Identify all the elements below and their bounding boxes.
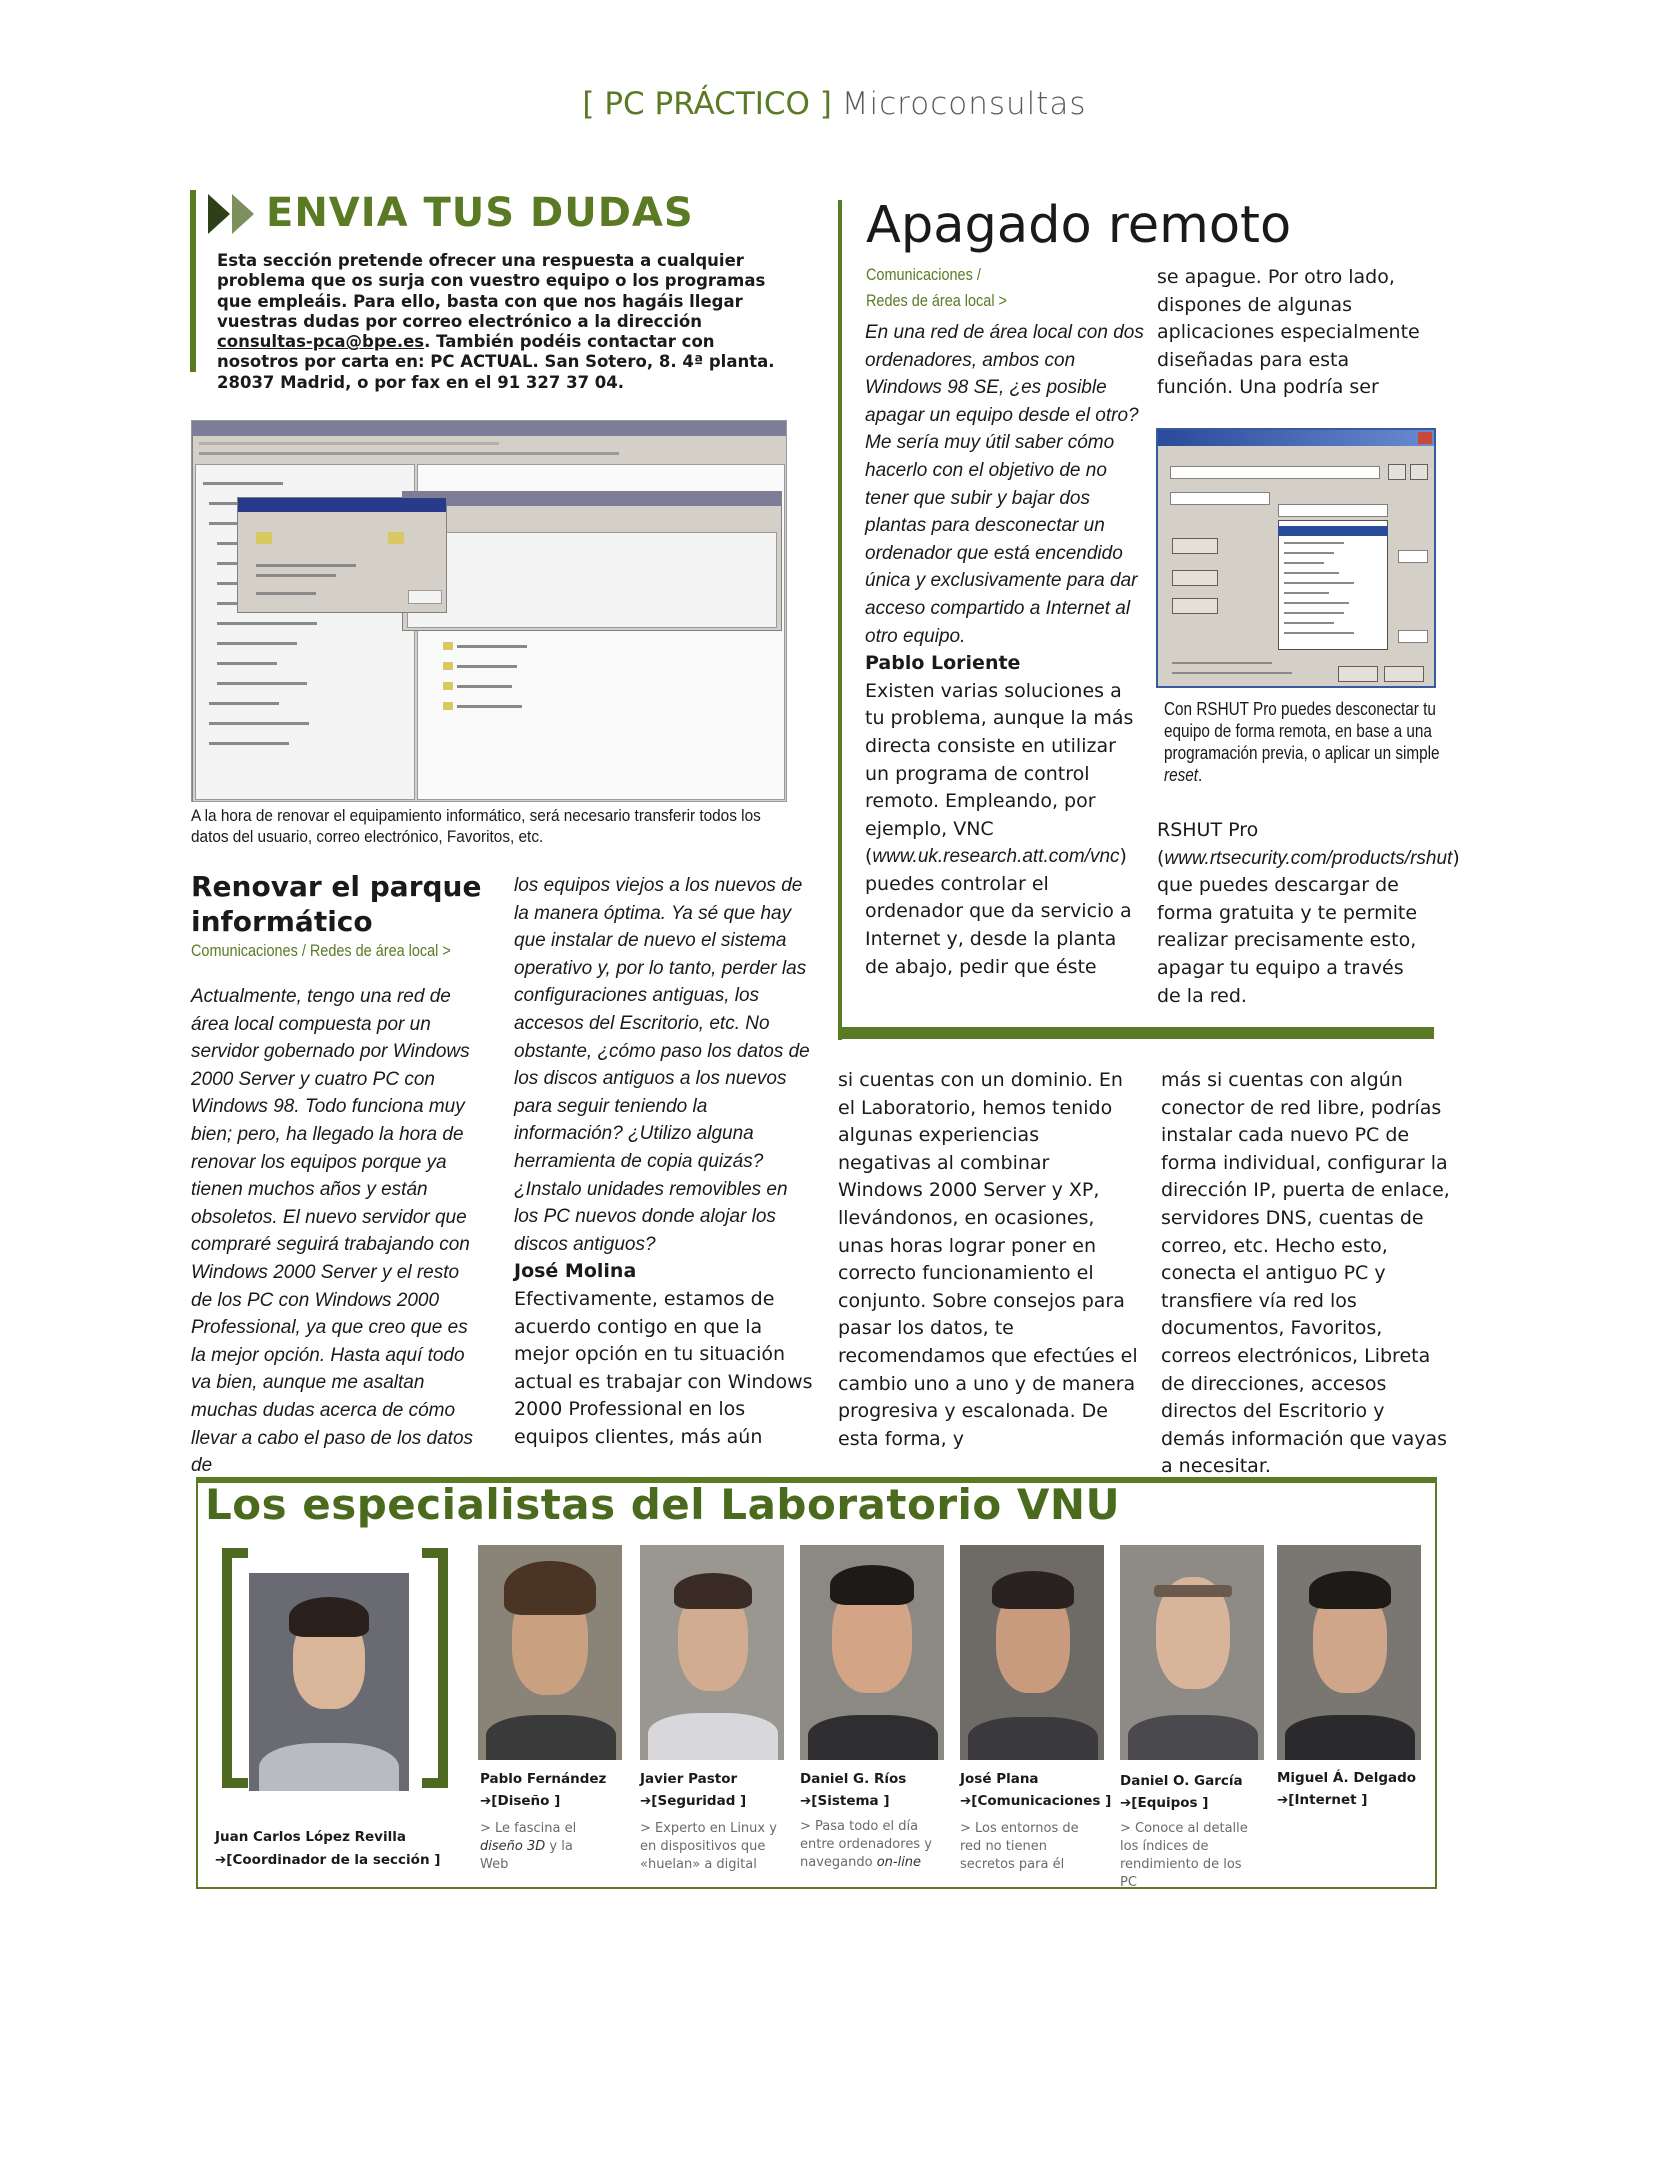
member-desc: > Experto en Linux y en dispositivos que «huelan» a digital	[640, 1821, 777, 1872]
member-desc: > Los entornos de red no tienen secretos para él	[960, 1821, 1079, 1872]
renovar-author: José Molina	[514, 1260, 637, 1283]
member-photo	[960, 1545, 1104, 1760]
coordinator-photo	[249, 1573, 409, 1791]
renovar-answer-col4: más si cuentas con algún conector de red libre, podrías instalar cada nuevo PC de forma individual, configurar la dirección IP, puerta de enlace, servidores DNS, cuentas de correo, etc. Hecho esto, conecta el antiguo PC y transfiere vía red los documentos, Favoritos, correos electrónicos, Libreta de direcciones, accesos directos del Escritorio y demás información que vayas a necesitar.	[1161, 1069, 1450, 1478]
envia-box	[190, 190, 790, 392]
apagado-question: En una red de área local con dos ordenadores, ambos con Windows 98 SE, ¿es posible apagar un equipo desde el otro? Me sería muy útil saber cómo hacerlo con el objetivo de no tener que subir y bajar dos plantas para desconectar un ordenador que está encendido única y exclusivamente para dar acceso compartido a Internet al otro equipo.	[865, 322, 1144, 647]
member-name: Miguel Á. Delgado	[1277, 1770, 1417, 1786]
member-desc: > Le fascina el diseño 3D y la Web	[480, 1821, 577, 1872]
screenshot2-caption: Con RSHUT Pro puedes desconectar tu equipo de forma remota, en base a una programación previa, o aplicar un simple reset.	[1164, 699, 1440, 785]
rshut-screenshot	[1156, 428, 1436, 688]
page-header	[0, 86, 1669, 122]
renovar-question-col2: los equipos viejos a los nuevos de la manera óptima. Ya sé que hay que instalar de nuevo el sistema operativo y, por lo tanto, perder las configuraciones antiguas, los accesos del Escritorio, etc. No obstante, ¿cómo paso los datos de los discos antiguos a los nuevos para seguir teniendo la información? ¿Utilizo alguna herramienta de copia quizás? ¿Instalo unidades removibles en los PC nuevos donde alojar los discos antiguos?	[514, 875, 810, 1255]
renovar-answer-col2: Efectivamente, estamos de acuerdo contigo en que la mejor opción en tu situación actual es trabajar con Windows 2000 Professional en los equipos clientes, más aún	[514, 1287, 813, 1448]
member-photo	[1277, 1545, 1421, 1760]
specialists-title: Los especialistas del Laboratorio VNU	[205, 1480, 1121, 1529]
member-photo	[1120, 1545, 1264, 1760]
screenshot1-caption: A la hora de renovar el equipamiento informático, será necesario transferir todos los datos del usuario, correo electrónico, Favoritos, etc.	[191, 807, 761, 846]
subsection-label: Microconsultas	[841, 86, 1087, 122]
member-name: José Plana	[960, 1771, 1039, 1787]
coordinator-role: ➔[Coordinador de la sección ]	[215, 1852, 441, 1868]
renovar-col2	[514, 872, 814, 1451]
coordinator-name: Juan Carlos López Revilla	[215, 1829, 406, 1845]
email-link[interactable]: consultas-pca@bpe.es	[217, 332, 425, 352]
apagado-col2-top: se apague. Por otro lado, dispones de algunas aplicaciones especialmente diseñadas para esta función. Una podría ser	[1157, 266, 1420, 399]
member-name: Javier Pastor	[640, 1771, 738, 1787]
bracket-right	[422, 1548, 448, 1788]
member-role: ➔[Comunicaciones ]	[960, 1793, 1112, 1809]
close-icon	[1418, 432, 1432, 444]
apagado-answer: Existen varias soluciones a tu problema, aunque la más directa consiste en utilizar un programa de control remoto. Empleando, por ejemplo, VNC (www.uk.research.att.com/vnc) puedes controlar el ordenador que da servicio a Internet y, desde la planta de abajo, pedir que éste	[865, 679, 1134, 978]
double-arrow-icon	[208, 194, 254, 234]
envia-title: ENVIA TUS DUDAS	[266, 190, 694, 236]
member-name: Daniel G. Ríos	[800, 1771, 907, 1787]
rshut-url[interactable]: www.rtsecurity.com/products/rshut	[1164, 847, 1453, 869]
explorer-screenshot	[191, 420, 787, 802]
apagado-border-left	[838, 200, 842, 1040]
member-role: ➔[Internet ]	[1277, 1792, 1368, 1808]
vnc-url[interactable]: www.uk.research.att.com/vnc	[872, 846, 1120, 868]
member-photo	[800, 1545, 944, 1760]
apagado-col1	[865, 319, 1145, 981]
member-name: Pablo Fernández	[480, 1771, 607, 1787]
renovar-title: Renovar el parque informático	[191, 870, 482, 938]
envia-body: Esta sección pretende ofrecer una respuesta a cualquier problema que os surja con vuestro equipo o los programas que empleáis. Para ello, basta con que nos hagáis llegar vuestras dudas por correo electrónico a la dirección consultas-pca@bpe.es. También podéis contactar con nosotros por carta en: PC ACTUAL. San Sotero, 8. 4ª planta. 28037 Madrid, o por fax en el 91 327 37 04.	[217, 251, 775, 392]
member-role: ➔[Diseño ]	[480, 1793, 561, 1809]
apagado-col2-bottom: RSHUT Pro (www.rtsecurity.com/products/rshut) que puedes descargar de forma gratuita y te permite realizar precisamente esto, apagar tu equipo a través de la red.	[1157, 819, 1460, 1007]
bracket-left	[222, 1548, 248, 1788]
member-role: ➔[Seguridad ]	[640, 1793, 747, 1809]
member-desc: > Pasa todo el día entre ordenadores y navegando on-line	[800, 1819, 932, 1870]
member-role: ➔[Equipos ]	[1120, 1795, 1209, 1811]
apagado-border-bottom	[838, 1027, 1434, 1039]
apagado-author: Pablo Loriente	[865, 652, 1021, 675]
renovar-answer-col3: si cuentas con un dominio. En el Laboratorio, hemos tenido algunas experiencias negativas al combinar Windows 2000 Server y XP, llevándonos, en ocasiones, unas horas lograr poner en correcto funcionamiento el conjunto. Sobre consejos para pasar los datos, te recomendamos que efectúes el cambio uno a uno y de manera progresiva y escalonada. De esta forma, y	[838, 1069, 1138, 1450]
member-desc: > Conoce al detalle los índices de rendimiento de los PC	[1120, 1821, 1248, 1890]
member-role: ➔[Sistema ]	[800, 1793, 890, 1809]
member-name: Daniel O. García	[1120, 1773, 1243, 1789]
renovar-category[interactable]: Comunicaciones / Redes de área local >	[191, 941, 451, 960]
apagado-category[interactable]: Comunicaciones / Redes de área local >	[866, 265, 1007, 310]
member-photo	[478, 1545, 622, 1760]
section-label: [ PC PRÁCTICO ]	[582, 86, 832, 122]
renovar-question-col1: Actualmente, tengo una red de área local compuesta por un servidor gobernado por Windows 2000 Server y cuatro PC con Windows 98. Todo funciona muy bien; pero, ha llegado la hora de renovar los equipos porque ya tienen muchos años y están obsoletos. El nuevo servidor que compraré seguirá trabajando con Windows 2000 Server y el resto de los PC con Windows 2000 Professional, ya que creo que es la mejor opción. Hasta aquí todo va bien, aunque me asaltan muchas dudas acerca de cómo llevar a cabo el paso de los datos de	[191, 986, 474, 1477]
member-photo	[640, 1545, 784, 1760]
apagado-title: Apagado remoto	[866, 196, 1292, 255]
